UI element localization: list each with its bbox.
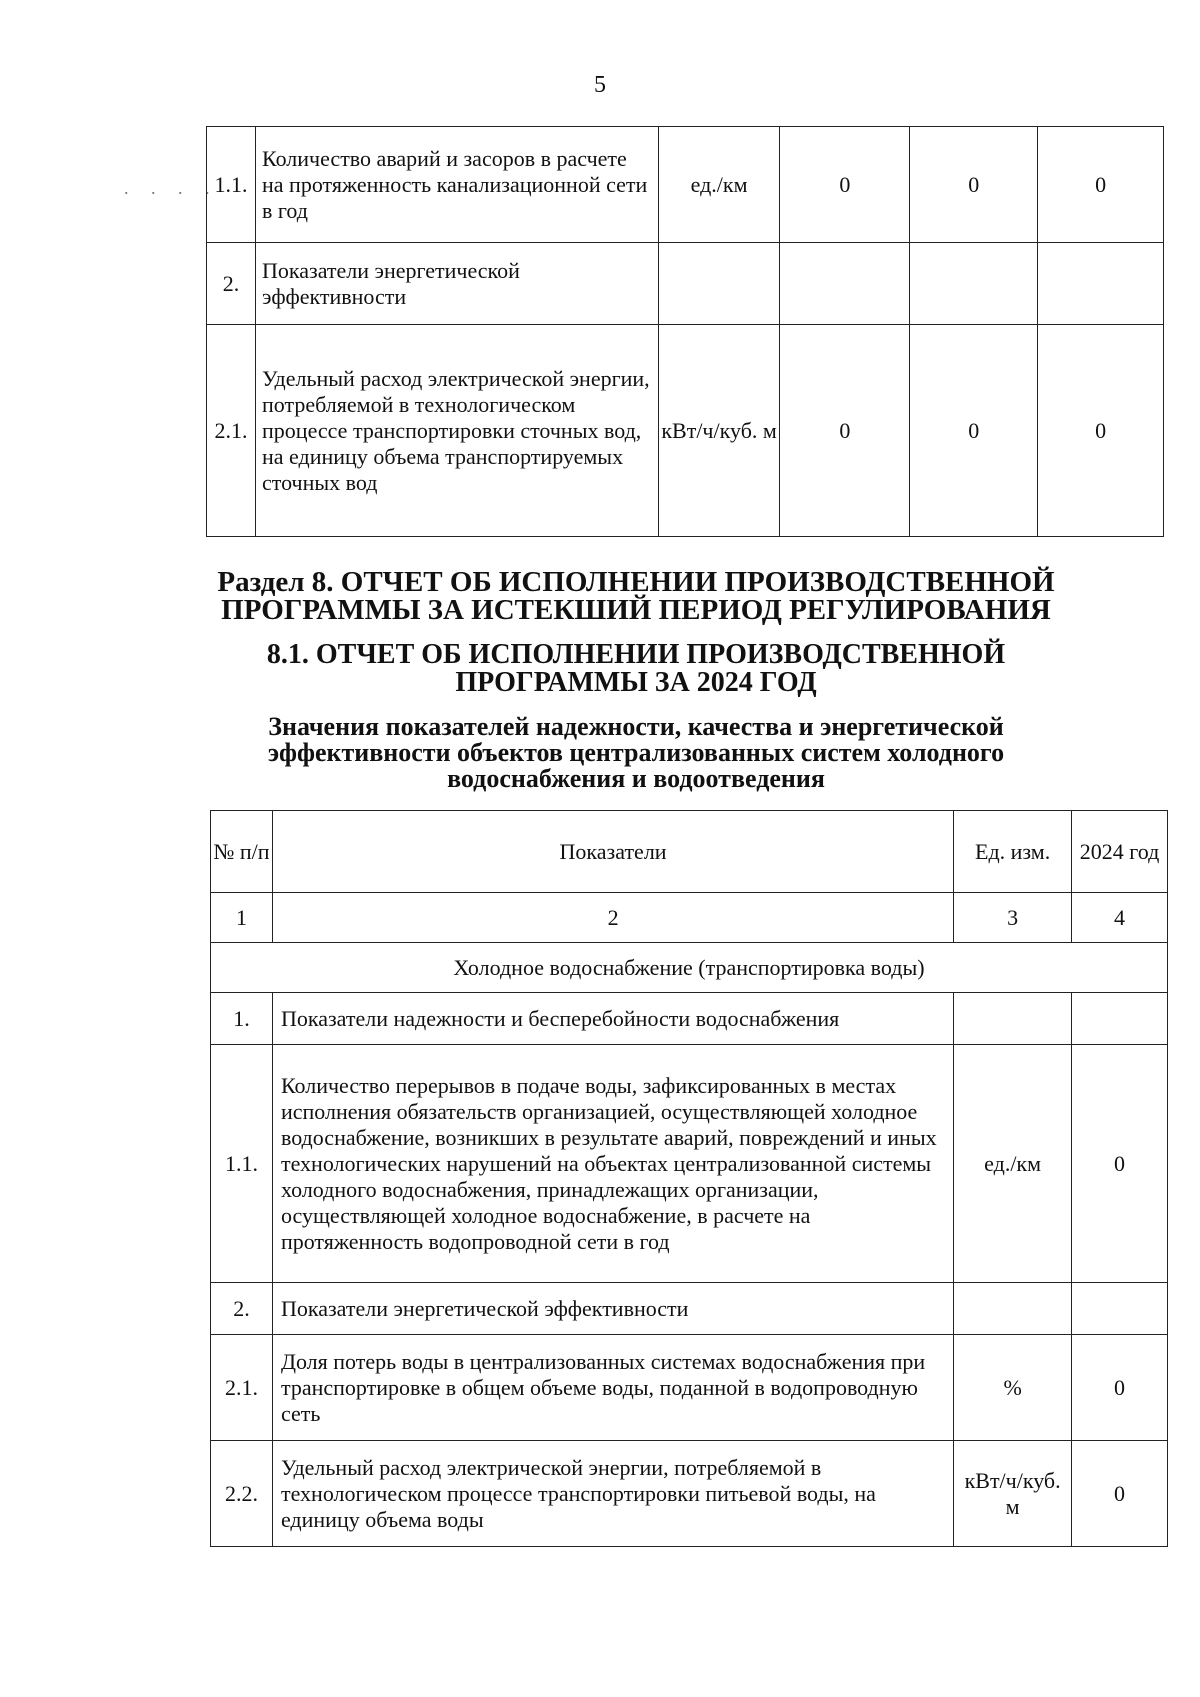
- column-number: 4: [1072, 893, 1168, 943]
- subsection-heading-line: ПРОГРАММЫ ЗА 2024 ГОД: [455, 667, 817, 698]
- table-caption-line: Значения показателей надежности, качества и энергетической: [268, 712, 1004, 741]
- indicator-text: Удельный расход электрической энергии, потребляемой в технологическом процессе транспортировки питьевой воды, на единицу объема воды: [272, 1441, 953, 1547]
- table-row: [211, 1441, 1168, 1547]
- continued-indicators-table: [206, 126, 1164, 537]
- table-row: [211, 1335, 1168, 1441]
- table-row: [211, 1045, 1168, 1283]
- row-number: 2.2.: [211, 1441, 273, 1547]
- value-cell: 0: [910, 325, 1038, 537]
- table-row: [211, 993, 1168, 1045]
- indicators-table: [210, 810, 1168, 1547]
- column-number-row: [211, 893, 1168, 943]
- unit-cell: [954, 993, 1072, 1045]
- unit-cell: ед./км: [954, 1045, 1072, 1283]
- group-title: Холодное водоснабжение (транспортировка воды): [211, 943, 1168, 993]
- value-cell: 0: [1038, 127, 1164, 243]
- value-cell: 0: [1072, 1441, 1168, 1547]
- indicator-text: Количество перерывов в подаче воды, зафиксированных в местах исполнения обязательств организацией, осуществляющей холодное водоснабжение, возникших в результате аварий, повреждений и иных технологических нарушений на объектах централизованной системы холодного водоснабжения, принадлежащих организации, осуществляющей холодное водоснабжение, в расчете на протяженность водопроводной сети в год: [272, 1045, 953, 1283]
- indicator-text: Удельный расход электрической энергии, потребляемой в технологическом процессе транспортировки сточных вод, на единицу объема транспортируемых сточных вод: [256, 325, 659, 537]
- value-cell: 0: [780, 127, 910, 243]
- header-number: № п/п: [211, 811, 273, 893]
- row-number: 1.1.: [207, 127, 256, 243]
- indicator-text: Доля потерь воды в централизованных системах водоснабжения при транспортировке в общем объеме воды, поданной в водопроводную сеть: [272, 1335, 953, 1441]
- table-header-row: [211, 811, 1168, 893]
- value-cell: 0: [1072, 1335, 1168, 1441]
- indicator-text: Показатели энергетической эффективности: [256, 243, 659, 325]
- unit-cell: [658, 243, 779, 325]
- header-year: 2024 год: [1072, 811, 1168, 893]
- section-heading-line: ПРОГРАММЫ ЗА ИСТЕКШИЙ ПЕРИОД РЕГУЛИРОВАНИЯ: [221, 594, 1051, 626]
- unit-cell: %: [954, 1335, 1072, 1441]
- header-unit: Ед. изм.: [954, 811, 1072, 893]
- indicator-text: Показатели надежности и бесперебойности водоснабжения: [272, 993, 953, 1045]
- row-number: 2.1.: [211, 1335, 273, 1441]
- table-row: [211, 1283, 1168, 1335]
- value-cell: [1038, 243, 1164, 325]
- value-cell: [780, 243, 910, 325]
- column-number: 2: [272, 893, 953, 943]
- row-number: 1.1.: [211, 1045, 273, 1283]
- section-heading-line: Раздел 8. ОТЧЕТ ОБ ИСПОЛНЕНИИ ПРОИЗВОДСТВЕННОЙ: [217, 566, 1055, 598]
- indicator-text: Количество аварий и засоров в расчете на протяженность канализационной сети в год: [256, 127, 659, 243]
- column-number: 3: [954, 893, 1072, 943]
- table-row: [207, 127, 1164, 243]
- row-number: 2.: [207, 243, 256, 325]
- header-indicator: Показатели: [272, 811, 953, 893]
- row-number: 1.: [211, 993, 273, 1045]
- value-cell: [1072, 993, 1168, 1045]
- value-cell: 0: [780, 325, 910, 537]
- table-caption-line: водоснабжения и водоотведения: [447, 764, 825, 793]
- unit-cell: [954, 1283, 1072, 1335]
- unit-cell: кВт/ч/куб. м: [658, 325, 779, 537]
- unit-cell: ед./км: [658, 127, 779, 243]
- value-cell: [1072, 1283, 1168, 1335]
- group-row: [211, 943, 1168, 993]
- value-cell: 0: [910, 127, 1038, 243]
- unit-cell: кВт/ч/куб. м: [954, 1441, 1072, 1547]
- row-number: 2.: [211, 1283, 273, 1335]
- subsection-heading-line: 8.1. ОТЧЕТ ОБ ИСПОЛНЕНИИ ПРОИЗВОДСТВЕННОЙ: [266, 639, 1006, 670]
- value-cell: 0: [1072, 1045, 1168, 1283]
- table-row: [207, 325, 1164, 537]
- row-number: 2.1.: [207, 325, 256, 537]
- value-cell: 0: [1038, 325, 1164, 537]
- table-row: [207, 243, 1164, 325]
- section-heading: [36, 568, 1200, 624]
- table-caption-line: эффективности объектов централизованных систем холодного: [267, 738, 1005, 767]
- subsection-heading: [36, 641, 1200, 697]
- page-number: 5: [594, 72, 606, 98]
- value-cell: [910, 243, 1038, 325]
- column-number: 1: [211, 893, 273, 943]
- indicator-text: Показатели энергетической эффективности: [272, 1283, 953, 1335]
- table-caption: [36, 714, 1200, 792]
- margin-dots: . . . .: [124, 178, 219, 198]
